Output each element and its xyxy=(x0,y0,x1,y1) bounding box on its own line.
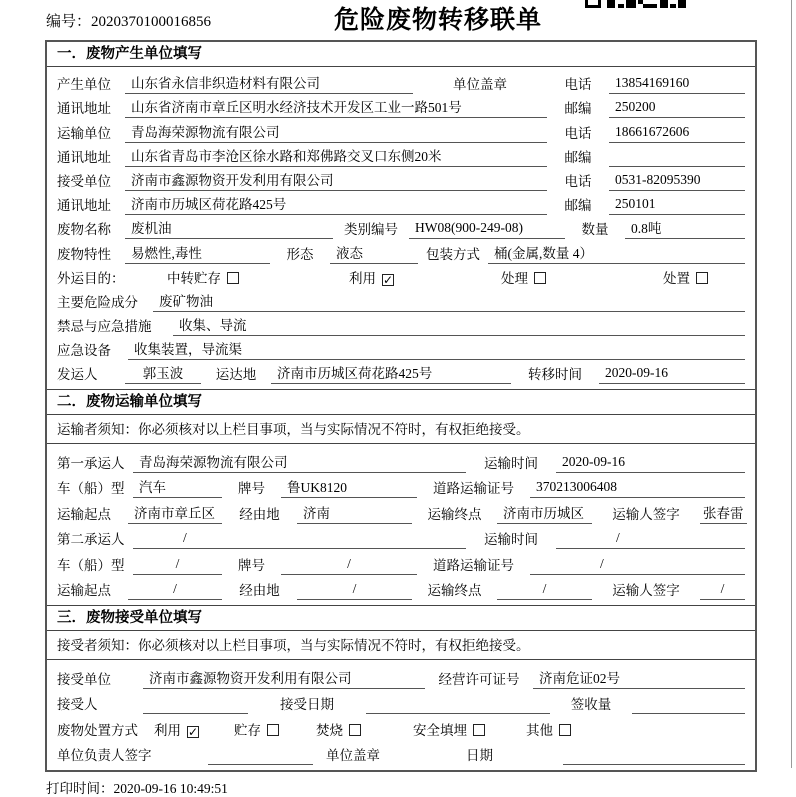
option-label: 贮存 xyxy=(234,722,261,738)
first-carrier-row xyxy=(57,447,745,473)
checkbox-icon xyxy=(227,272,239,284)
origin-value: 济南市章丘区 xyxy=(128,502,222,524)
acceptance-row xyxy=(57,689,745,715)
acceptor-label: 接受人 xyxy=(57,697,98,713)
purpose-option-treat xyxy=(501,267,663,288)
business-license-value: 济南危证02号 xyxy=(533,667,745,689)
date-value xyxy=(563,746,745,765)
receiver-notice: 接受者须知：你必须核对以上栏目事项，当与实际情况不符时，有权拒绝接受。 xyxy=(47,631,755,660)
disposal-option-store xyxy=(234,719,316,740)
checkbox-checked-icon: ✓ xyxy=(383,272,394,287)
first-carrier-value: 青岛海荣源物流有限公司 xyxy=(133,451,466,473)
plate-label: 牌号 xyxy=(238,557,265,573)
option-label: 处置 xyxy=(663,270,690,286)
waste-traits-value: 易燃性,毒性 xyxy=(125,242,270,264)
zip-label: 邮编 xyxy=(564,149,592,165)
receiver-phone-value: 0531-82095390 xyxy=(609,172,745,191)
category-code-value: HW08(900-249-08) xyxy=(409,220,565,239)
address-label: 通讯地址 xyxy=(57,101,111,117)
responsible-signature-label: 单位负责人签字 xyxy=(57,748,152,764)
second-carrier-row xyxy=(57,524,745,550)
vehicle-type-value: 汽车 xyxy=(133,476,222,498)
document-header xyxy=(0,0,796,40)
manifest-form xyxy=(45,40,757,772)
via-value: 济南 xyxy=(297,502,412,524)
business-license-label: 经营许可证号 xyxy=(438,671,520,687)
origin-label: 运输起点 xyxy=(57,583,111,599)
print-time-value: 2020-09-16 10:49:51 xyxy=(113,781,228,797)
zip-label: 邮编 xyxy=(564,101,592,117)
unit-stamp-label: 单位盖章 xyxy=(453,77,507,93)
checkbox-checked-icon: ✓ xyxy=(188,724,199,739)
print-time xyxy=(46,777,796,797)
second-carrier-value: / xyxy=(133,530,466,549)
second-carrier-label: 第二承运人 xyxy=(57,532,125,548)
section2-body xyxy=(47,444,755,605)
section2-header: 二．废物运输单位填写 xyxy=(47,389,755,415)
hazard-label: 主要危险成分 xyxy=(57,294,138,310)
transport-time-value: 2020-09-16 xyxy=(556,454,745,473)
address-label: 通讯地址 xyxy=(57,198,111,214)
carrier-signature-value: 张春雷 xyxy=(700,502,747,524)
section1-header: 一．废物产生单位填写 xyxy=(47,42,755,67)
emergency-equipment-row xyxy=(57,336,745,360)
transporter-address-value: 山东省青岛市李沧区徐水路和郑佛路交叉口东侧20米 xyxy=(125,145,547,167)
quantity-label: 数量 xyxy=(581,222,609,238)
accepting-unit-label: 接受单位 xyxy=(57,671,111,687)
road-license-value: 370213006408 xyxy=(530,479,745,498)
responsible-signature-value xyxy=(208,746,313,765)
checkbox-icon xyxy=(267,724,279,736)
receiver-zip-value: 250101 xyxy=(609,196,745,215)
hazard-value: 废矿物油 xyxy=(153,290,745,312)
transfer-purpose-label: 外运目的： xyxy=(57,270,125,286)
option-label: 中转贮存 xyxy=(167,270,221,286)
equipment-value: 收集装置，导流渠 xyxy=(128,338,745,360)
carrier-signature-label: 运输人签字 xyxy=(612,583,680,599)
category-code-label: 类别编号 xyxy=(344,222,398,238)
checkbox-icon xyxy=(559,724,571,736)
road-license-label: 道路运输证号 xyxy=(433,557,514,573)
unit-stamp-label: 单位盖章 xyxy=(326,748,380,764)
carrier-signature-value: / xyxy=(700,581,745,600)
address-label: 通讯地址 xyxy=(57,149,111,165)
option-label: 利用 xyxy=(349,270,376,286)
option-label: 焚烧 xyxy=(316,722,343,738)
page-title: 危险废物转移联单 xyxy=(334,6,543,34)
packaging-value: 桶(金属,数量 4） xyxy=(488,242,745,264)
doc-number-label: 编号： xyxy=(46,14,92,30)
received-quantity-label: 签收量 xyxy=(570,697,612,713)
section1-body xyxy=(47,67,755,389)
receiver-address-row xyxy=(57,191,745,215)
transporter-row xyxy=(57,118,745,142)
disposal-option-other xyxy=(526,719,571,740)
transfer-time-value: 2020-09-16 xyxy=(599,365,745,384)
receiver-value: 济南市鑫源物资开发利用有限公司 xyxy=(125,169,547,191)
form-value: 液态 xyxy=(330,242,418,264)
accepting-unit-value: 济南市鑫源物资开发利用有限公司 xyxy=(143,667,425,689)
packaging-label: 包装方式 xyxy=(426,246,480,262)
road-license-value: / xyxy=(530,556,745,575)
endpoint-value: / xyxy=(497,581,592,600)
hazard-components-row xyxy=(57,288,745,312)
vehicle-type-label: 车（船）型 xyxy=(57,481,125,497)
transfer-time-label: 转移时间 xyxy=(528,367,582,383)
print-time-label: 打印时间： xyxy=(46,781,114,797)
purpose-option-utilize xyxy=(349,267,501,288)
producer-zip-value: 250200 xyxy=(609,99,745,118)
endpoint-label: 运输终点 xyxy=(427,506,482,522)
disposal-option-landfill xyxy=(413,719,526,740)
checkbox-icon xyxy=(473,724,485,736)
producer-phone-value: 13854169160 xyxy=(609,75,745,94)
purpose-option-transfer-storage xyxy=(167,267,349,288)
producer-value: 山东省永信非织造材料有限公司 xyxy=(125,72,413,94)
vehicle-type-label: 车（船）型 xyxy=(57,557,125,573)
section3-body xyxy=(47,660,755,770)
plate-value: / xyxy=(281,556,417,575)
option-label: 处理 xyxy=(501,270,528,286)
transport-time-label: 运输时间 xyxy=(484,455,538,471)
option-label: 安全填埋 xyxy=(413,722,467,738)
phone-label: 电话 xyxy=(564,77,592,93)
waste-name-label: 废物名称 xyxy=(57,222,111,238)
transporter-label: 运输单位 xyxy=(57,125,111,141)
phone-label: 电话 xyxy=(564,125,592,141)
sender-label: 发运人 xyxy=(57,367,98,383)
option-label: 其他 xyxy=(526,722,553,738)
receiver-label: 接受单位 xyxy=(57,173,111,189)
disposal-option-incinerate xyxy=(316,719,413,740)
phone-label: 电话 xyxy=(564,173,592,189)
doc-number xyxy=(46,10,211,31)
date-label: 日期 xyxy=(466,748,493,764)
disposal-option-utilize xyxy=(154,719,234,740)
transporter-address-row xyxy=(57,143,745,167)
transport-time-label: 运输时间 xyxy=(484,532,538,548)
first-carrier-label: 第一承运人 xyxy=(57,455,125,471)
received-quantity-value xyxy=(632,695,745,714)
transporter-zip-value xyxy=(609,148,745,167)
acceptor-value xyxy=(143,695,248,714)
producer-address-row xyxy=(57,94,745,118)
sender-row xyxy=(57,360,745,384)
producer-address-value: 山东省济南市章丘区明水经济技术开发区工业一路501号 xyxy=(125,96,547,118)
waste-traits-row xyxy=(57,239,745,263)
receiver-address-value: 济南市历城区荷花路425号 xyxy=(125,193,547,215)
vehicle1-row xyxy=(57,473,745,499)
acceptance-date-value xyxy=(366,695,550,714)
producer-row xyxy=(57,70,745,94)
vehicle2-row xyxy=(57,549,745,575)
origin-label: 运输起点 xyxy=(57,506,111,522)
doc-number-value: 2020370100016856 xyxy=(91,14,212,30)
waste-name-value: 废机油 xyxy=(125,217,333,239)
quantity-value: 0.8吨 xyxy=(625,217,745,239)
destination-label: 运达地 xyxy=(215,367,257,383)
transporter-notice: 运输者须知：你必须核对以上栏目事项，当与实际情况不符时，有权拒绝接受。 xyxy=(47,415,755,444)
plate-value: 鲁UK8120 xyxy=(281,476,417,498)
equipment-label: 应急设备 xyxy=(57,343,111,359)
transport-time-value: / xyxy=(556,530,745,549)
plate-label: 牌号 xyxy=(238,481,265,497)
transfer-purpose-row xyxy=(57,264,745,288)
sender-value: 郭玉波 xyxy=(125,362,201,384)
receiver-row xyxy=(57,167,745,191)
accepting-unit-row xyxy=(57,663,745,689)
purpose-option-dispose xyxy=(663,267,708,288)
zip-label: 邮编 xyxy=(564,198,592,214)
vehicle-type-value: / xyxy=(133,556,222,575)
origin-value: / xyxy=(128,581,222,600)
endpoint-value: 济南市历城区 xyxy=(497,502,592,524)
checkbox-icon xyxy=(349,724,361,736)
window-edge-line xyxy=(791,0,792,768)
taboo-measures-row xyxy=(57,312,745,336)
checkbox-icon xyxy=(534,272,546,284)
form-label: 形态 xyxy=(286,246,314,262)
qr-code-fragment-icon xyxy=(585,0,700,9)
waste-name-row xyxy=(57,215,745,239)
section3-header: 三．废物接受单位填写 xyxy=(47,605,755,631)
disposal-method-row xyxy=(57,714,745,740)
waste-traits-label: 废物特性 xyxy=(57,246,111,262)
carrier-signature-label: 运输人签字 xyxy=(612,506,680,522)
transporter-phone-value: 18661672606 xyxy=(609,124,745,143)
via-label: 经由地 xyxy=(239,506,280,522)
via-value: / xyxy=(297,581,412,600)
transporter-value: 青岛海荣源物流有限公司 xyxy=(125,121,547,143)
road-license-label: 道路运输证号 xyxy=(433,481,514,497)
option-label: 利用 xyxy=(154,722,181,738)
taboo-value: 收集、导流 xyxy=(173,314,745,336)
route1-row xyxy=(57,498,745,524)
checkbox-icon xyxy=(696,272,708,284)
responsible-signature-row xyxy=(57,740,745,766)
producer-label: 产生单位 xyxy=(57,77,111,93)
acceptance-date-label: 接受日期 xyxy=(280,697,334,713)
destination-value: 济南市历城区荷花路425号 xyxy=(271,362,511,384)
endpoint-label: 运输终点 xyxy=(427,583,482,599)
taboo-label: 禁忌与应急措施 xyxy=(57,319,152,335)
route2-row xyxy=(57,575,745,601)
via-label: 经由地 xyxy=(239,583,280,599)
disposal-method-label: 废物处置方式 xyxy=(57,722,138,738)
